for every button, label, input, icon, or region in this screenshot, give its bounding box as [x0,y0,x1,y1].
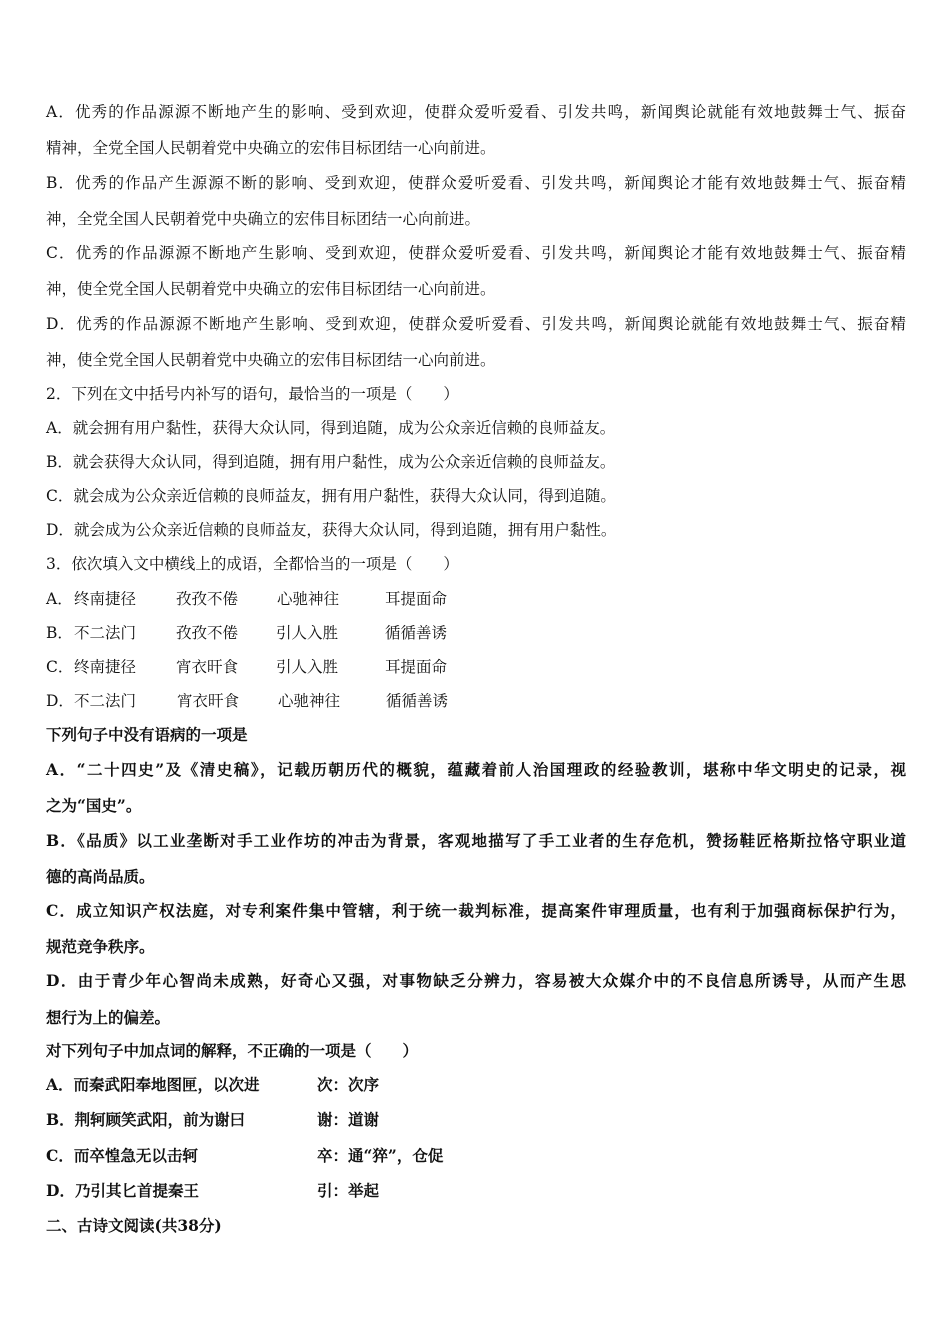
q5-explanation: 次：次序 [317,1075,380,1094]
idiom: 孜孜不倦 [176,590,239,608]
idiom: 终南捷径 [74,590,137,608]
q4-option-a-line2: 之为“国史”。 [46,796,142,815]
section-heading: 二、古诗文阅读(共38分) [46,1216,222,1235]
option-label: B． [46,624,73,642]
idiom: 不二法门 [74,624,137,642]
q4-stem: 下列句子中没有语病的一项是 [46,725,248,744]
q5-explanation: 谢：道谢 [317,1110,380,1129]
idiom: 耳提面命 [385,658,448,676]
q1-option-c-line1: C．优秀的作品源源不断地产生影响、受到欢迎，使群众爱听爱看、引发共鸣，新闻舆论才能有效地鼓舞士气、振奋精 [46,244,906,262]
q4-option-d-line1: D．由于青少年心智尚未成熟，好奇心又强，对事物缺乏分辨力，容易被大众媒介中的不良信息所诱导，从而产生思 [46,971,906,990]
q5-sentence: B．荆轲顾笑武阳，前为谢曰 [46,1110,246,1129]
option-label: A． [46,590,73,608]
q5-explanation: 引：举起 [317,1181,380,1200]
q1-option-a-line2: 精神，全党全国人民朝着党中央确立的宏伟目标团结一心向前进。 [46,139,496,157]
q1-option-d-line2: 神，使全党全国人民朝着党中央确立的宏伟目标团结一心向前进。 [46,351,496,369]
idiom: 不二法门 [74,692,137,710]
q2-option-d: D．就会成为公众亲近信赖的良师益友，获得大众认同，得到追随，拥有用户黏性。 [46,521,617,539]
q5-sentence: D．乃引其匕首提秦王 [46,1181,199,1200]
q3-stem: 3．依次填入文中横线上的成语，全都恰当的一项是（ ） [46,555,459,573]
q2-option-b: B．就会获得大众认同，得到追随，拥有用户黏性，成为公众亲近信赖的良师益友。 [46,453,616,471]
idiom: 心驰神往 [277,590,340,608]
idiom: 循循善诱 [385,624,448,642]
idiom: 心驰神往 [278,692,341,710]
q4-option-b-line2: 德的高尚品质。 [46,867,155,886]
q4-option-a-line1: A．“二十四史”及《清史稿》，记载历朝历代的概貌，蕴藏着前人治国理政的经验教训，堪称中华文明史的记录，视 [46,760,906,779]
q1-option-c-line2: 神，使全党全国人民朝着党中央确立的宏伟目标团结一心向前进。 [46,280,496,298]
q5-stem: 对下列句子中加点词的解释，不正确的一项是（ ） [46,1041,419,1060]
q4-option-d-line2: 想行为上的偏差。 [46,1008,171,1027]
idiom: 孜孜不倦 [176,624,239,642]
idiom: 引人入胜 [276,624,339,642]
q5-explanation: 卒：通“猝”，仓促 [317,1146,444,1165]
q1-option-b-line2: 神，全党全国人民朝着党中央确立的宏伟目标团结一心向前进。 [46,210,481,228]
q4-option-c-line2: 规范竞争秩序。 [46,937,155,956]
q2-option-a: A．就会拥有用户黏性，获得大众认同，得到追随，成为公众亲近信赖的良师益友。 [46,419,616,437]
q4-option-b-line1: B．《品质》以工业垄断对手工业作坊的冲击为背景，客观地描写了手工业者的生存危机，赞扬鞋匠格斯拉恪守职业道 [46,831,906,850]
idiom: 引人入胜 [276,658,339,676]
idiom: 宵衣旰食 [177,692,240,710]
q2-stem: 2．下列在文中括号内补写的语句，最恰当的一项是（ ） [46,385,459,403]
q1-option-d-line1: D．优秀的作品源源不断地产生影响、受到欢迎，使群众爱听爱看、引发共鸣，新闻舆论就能有效地鼓舞士气、振奋精 [46,315,906,333]
option-label: C． [46,658,74,676]
idiom: 终南捷径 [74,658,137,676]
q4-option-c-line1: C．成立知识产权法庭，对专利案件集中管辖，利于统一裁判标准，提高案件审理质量，也有利于加强商标保护行为， [46,901,906,920]
q2-option-c: C．就会成为公众亲近信赖的良师益友，拥有用户黏性，获得大众认同，得到追随。 [46,487,616,505]
idiom: 循循善诱 [386,692,449,710]
q1-option-a-line1: A．优秀的作品源源不断地产生的影响、受到欢迎，使群众爱听爱看、引发共鸣，新闻舆论就能有效地鼓舞士气、振奋 [46,103,906,121]
q1-option-b-line1: B．优秀的作品产生源源不断的影响、受到欢迎，使群众爱听爱看、引发共鸣，新闻舆论才能有效地鼓舞士气、振奋精 [46,174,906,192]
q5-sentence: A．而秦武阳奉地图匣，以次进 [46,1075,260,1094]
q5-sentence: C．而卒惶急无以击轲 [46,1146,198,1165]
idiom: 宵衣旰食 [176,658,239,676]
option-label: D． [46,692,74,710]
idiom: 耳提面命 [385,590,448,608]
